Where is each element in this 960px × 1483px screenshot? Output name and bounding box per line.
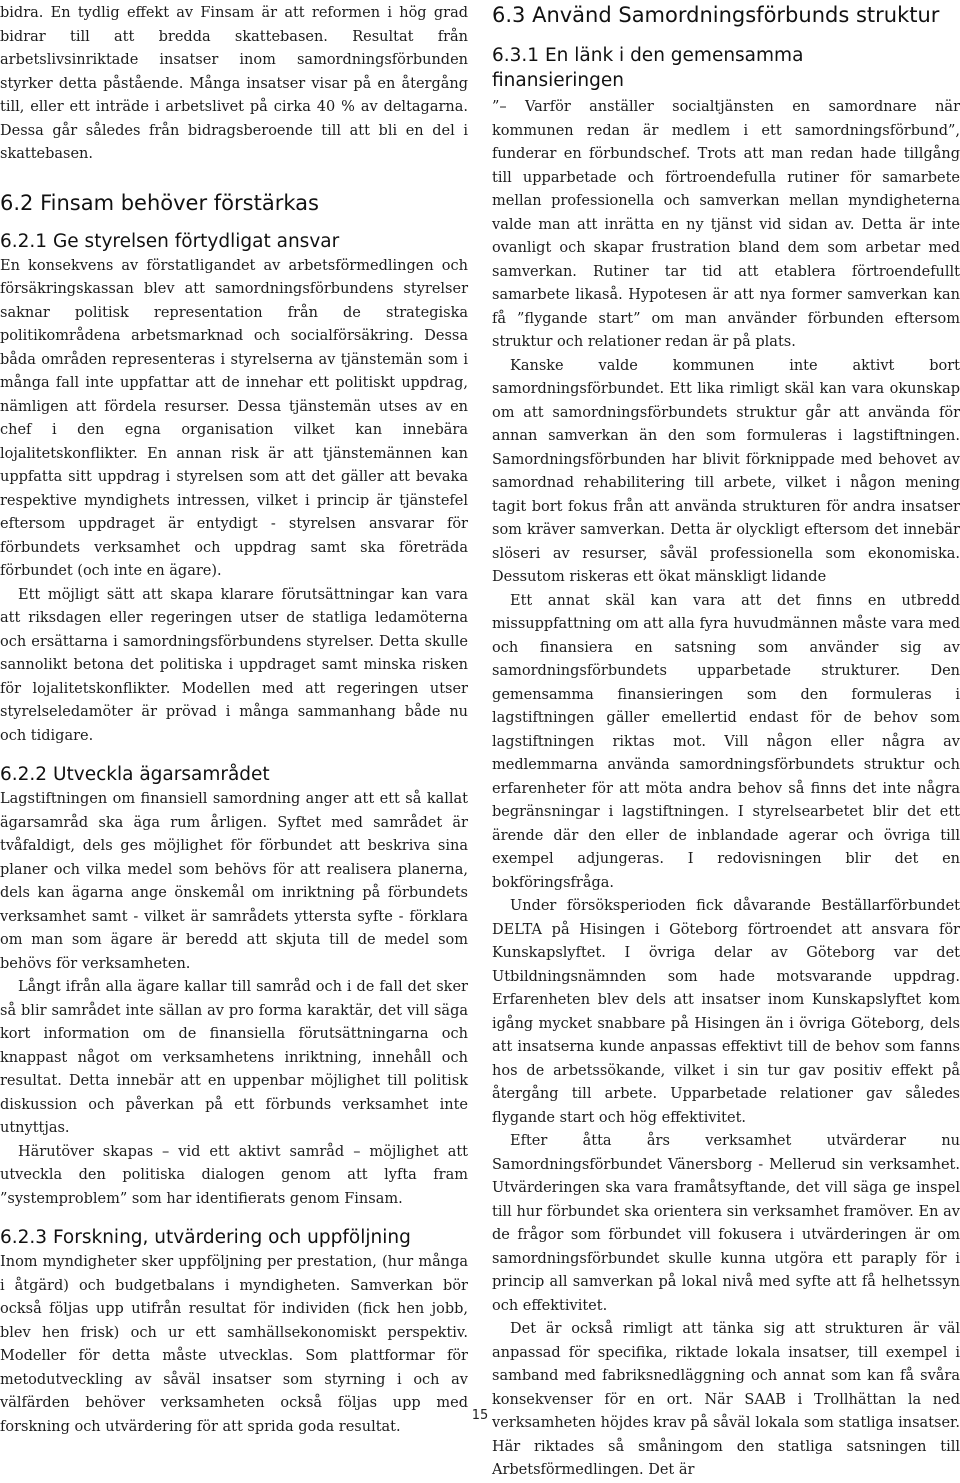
section-6-3-heading: 6.3 Använd Samordningsförbunds struktur (492, 3, 940, 27)
section-6-3-1-heading: 6.3.1 En länk i den gemensamma finansieringen (492, 45, 804, 91)
body-paragraph: Efter åtta års verksamhet utvärderar nu Samordningsförbundet Vänersborg - Mellerud sin verksamhet. Utvärderingen ska vara framåtsyftande, det vill säga ge inspel till hur förbundet ska orientera sin verksamhet framöver. En av de frågor som förbundet vill fokusera i utvärderingen är om samordningsförbundet skulle kunna utgöra ett paraply för i princip all samverkan på lokal nivå med syfte att få helhetssyn och effektivitet. (492, 1133, 960, 1314)
body-paragraph: Långt ifrån alla ägare kallar till samråd och i de fall det sker så blir samrådet inte sällan av pro forma karaktär, det vill säga kort information om de finansiella förutsättningarna och knappast något om verksamhetens inriktning, innehåll och resultat. Detta innebär att en uppenbar möjlighet till politisk diskussion och påverkan på ett förbunds verksamhet inte utnyttjas. (0, 979, 468, 1136)
body-paragraph: Inom myndigheter sker uppföljning per prestation, (hur många i åtgärd) och budgetbalans i myndigheten. Samverkan bör också följas upp utifrån resultat för individen (fick hen jobb, blev hen frisk) och ur ett samhällsekonomiskt perspektiv. Modeller för detta måste utvecklas. Som plattformar för metodutveckling av såväl insatser som styrning i och av välfärden behöver verksamheten också följas upp med forskning och utvärdering för att sprida goda resultat. (0, 1254, 468, 1435)
body-paragraph: En konsekvens av förstatligandet av arbetsförmedlingen och försäkringskassan blev att samordningsförbundens styrelser saknar politisk representation från de strategiska politikområdena arbetsmarknad och socialförsäkring. Dessa båda områden representeras i styrelserna av tjänstemän som i många fall inte uppfattar att de innehar ett politiskt uppdrag, nämligen att fördela resurser. Dessa tjänstemän utses av en chef i den egna organisation vilket kan innebära lojalitetskonflikter. En annan risk är att tjänstemännen kan uppfatta sitt uppdrag i styrelsen som att det gäller att bevaka respektive myndighets intressen, vilket i princip är tjänstefel eftersom uppdraget är entydigt - styrelsen ansvarar för förbundets verksamhet och uppdrag samt ska företräda förbundet (och inte en ägare). (0, 257, 468, 579)
section-6-2-3-heading: 6.2.3 Forskning, utvärdering och uppföljning (0, 1227, 411, 1248)
body-paragraph: Ett annat skäl kan vara att det finns en utbredd missuppfattning om att alla fyra huvudmännen måste vara med och finansiera en satsning som använder sig av samordningsförbundets upparbetade strukturer. Den gemensamma finansieringen som den formuleras i lagstiftningen gäller emellertid endast för de behov som lagstiftningen riktas mot. Vill någon eller några av medlemmarna använda samordningsförbundets struktur och erfarenheter för att möta andra behov så finns det inte några begränsningar i lagstiftningen. I styrelsearbetet blir det ett ärende där den eller de inblandade agerar och övriga till exempel adjungeras. I redovisningen blir det en bokföringsfråga. (492, 592, 960, 891)
body-paragraph: Härutöver skapas – vid ett aktivt samråd – möjlighet att utveckla den politiska dialogen genom att lyfta fram ”systemproblem” som har identifierats genom Finsam. (0, 1143, 468, 1207)
section-6-2-1-heading: 6.2.1 Ge styrelsen förtydligat ansvar (0, 230, 340, 252)
page-number: 15 (471, 1408, 489, 1423)
body-paragraph: Under försöksperioden fick dåvarande Beställarförbundet DELTA på Hisingen i Göteborg förtroendet att ansvara för Kunskapslyftet. I övriga delar av Göteborg var det Utbildningsnämnden som hade motsvarande uppdrag. Erfarenheten blev dels att insatser inom Kunskapslyftet kom igång mycket snabbare på Hisingen än i övriga Göteborg, dels att insatserna kunde anpassas effektivt till de behov som fanns hos de arbetssökande, vilket i sin tur gav positiv effekt på återgång till arbete. Upparbetade relationer gav således flygande start och hög effektivitet. (492, 898, 960, 1126)
right-column (492, 0, 960, 1483)
body-paragraph: Ett möjligt sätt att skapa klarare förutsättningar kan vara att riksdagen eller regeringen utser de statliga ledamöterna och ersättarna i samordningsförbundens styrelser. Detta skulle sannolikt betona det politiska i uppdraget samt minska risken för lojalitetskonflikter. Modellen med att regeringen utser styrelseledamöter är prövad i många sammanhang både nu och tidigare. (0, 586, 468, 744)
body-paragraph: ”– Varför anställer socialtjänsten en samordnare när kommunen redan är medlem i ett samordningsförbund”, funderar en förbundschef. Trots att man redan hade tillgång till upparbetade och förtroendefulla rutiner för samarbete mellan professionella och samverkan mellan myndigheterna valde man att inrätta en ny tjänst vid sidan av. Detta är inte ovanligt och skapar frustration bland dem som arbetar med samverkan. Rutiner tar tid att etablera förtroendefullt samarbete likaså. Hypotesen är att nya former samverkan kan få ”flygande start” om man använder förbunden eftersom struktur och relationer redan är på plats. (492, 99, 960, 350)
intro-paragraph: bidra. En tydlig effekt av Finsam är att reformen i hög grad bidrar till att bredda skattebasen. Resultat från arbetslivsinriktade insatser inom samordningsförbunden styrker detta påstående. Många insatser visar på en återgång till, eller ett inträde i arbetslivet på cirka 40 % av deltagarna. Dessa går således från bidragsberoende till att bli en del i skattebasen. (0, 5, 468, 162)
body-paragraph: Det är också rimligt att tänka sig att strukturen är väl anpassad för specifika, riktade lokala insatser, till exempel i samband med fabriksnedläggning och annat som kan få svåra konsekvenser för en ort. När SAAB i Trollhättan la ned verksamheten höjdes krav på såväl lokala som statliga insatser. Här riktades så småningom den statliga satsningen till Arbetsförmedlingen. Det är (492, 1321, 960, 1478)
section-6-2-heading: 6.2 Finsam behöver förstärkas (0, 190, 319, 215)
left-column (0, 0, 468, 1439)
section-6-2-2-heading: 6.2.2 Utveckla ägarsamrådet (0, 764, 270, 785)
body-paragraph: Kanske valde kommunen inte aktivt bort samordningsförbundet. Ett lika rimligt skäl kan vara okunskap om att samordningsförbundets struktur går att använda för annan samverkan än den som formuleras i lagstiftningen. Samordningsförbunden har blivit förknippade med behovet av samordnad rehabilitering till arbete, vilket i någon mening tagit bort fokus från att använda strukturen för andra insatser som kräver samverkan. Detta är olyckligt eftersom det innebär slöseri av resurser, såväl professionella som ekonomiska. Dessutom riskeras ett ökat mänskligt lidande (492, 357, 960, 585)
body-paragraph: Lagstiftningen om finansiell samordning anger att ett så kallat ägarsamråd ska äga rum årligen. Syftet med samrådet är tvåfaldigt, dels ges möjlighet för förbundet att beskriva sina planer och vilka medel som behövs för att realisera planerna, dels kan ägarna ange önskemål om inriktning på förbundets verksamhet samt - vilket är samrådets yttersta syfte - förklara om man som ägare är beredd att skjuta till de medel som behövs för verksamheten. (0, 791, 468, 972)
